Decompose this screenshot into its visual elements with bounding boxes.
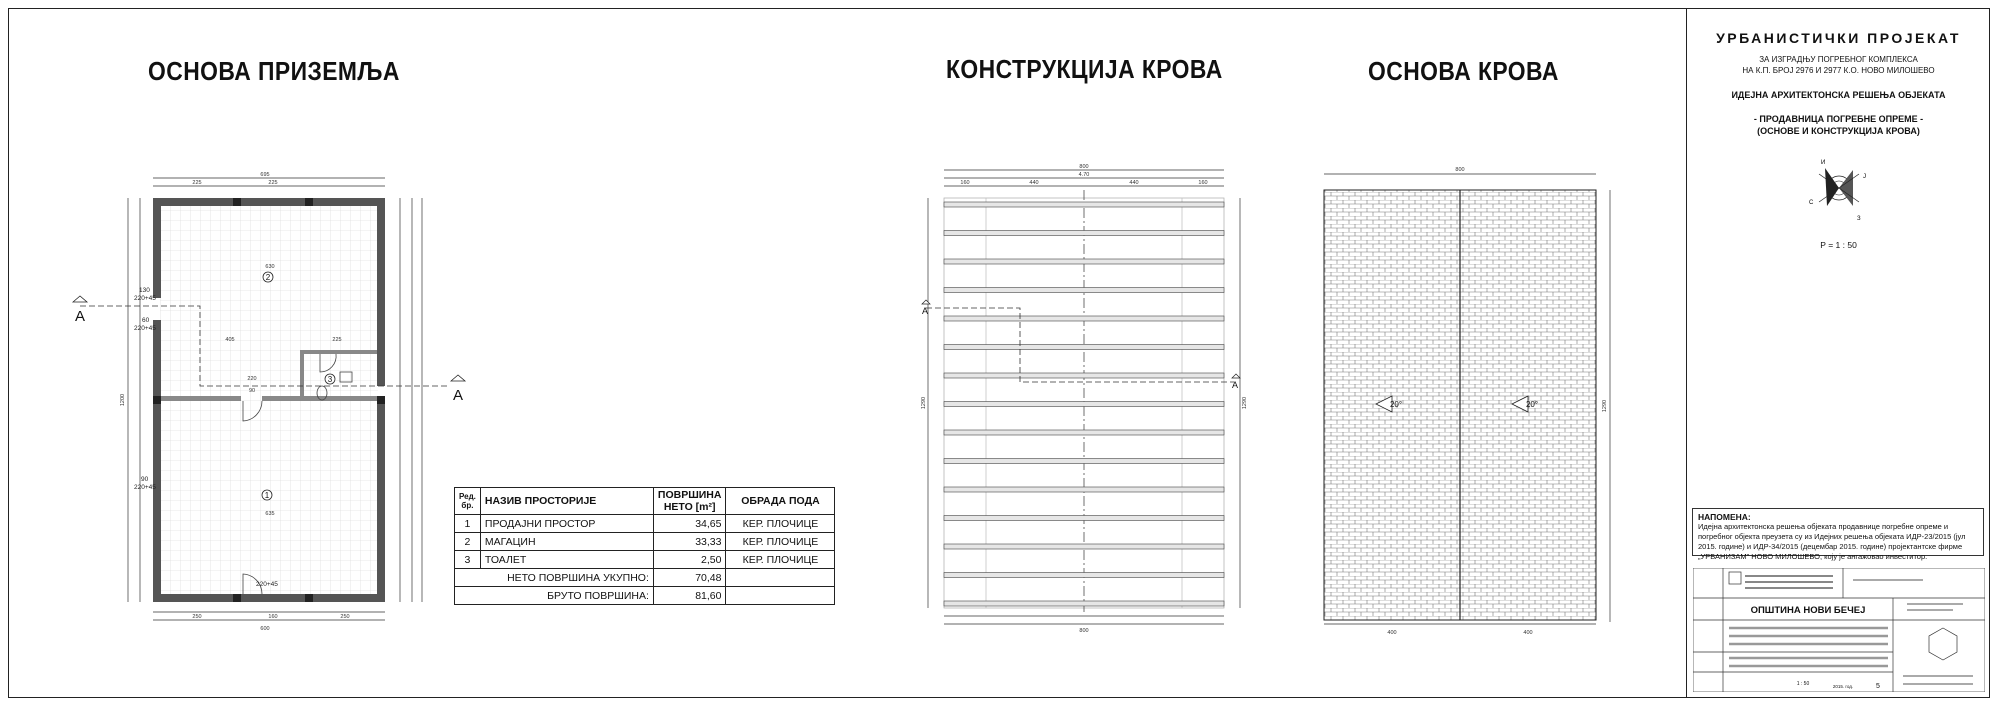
row-no: 3	[455, 551, 481, 569]
rafter	[944, 202, 1224, 207]
dim-wc1: 90	[248, 388, 256, 394]
dim-mid-row: 405	[225, 337, 235, 343]
rafter	[944, 544, 1224, 549]
window1-sub: 220+45	[134, 295, 156, 302]
dim-bottom-right: 250	[340, 614, 350, 620]
rafter	[944, 373, 1224, 378]
rafter	[944, 288, 1224, 293]
title-block	[1686, 8, 1990, 698]
dim-mid-a: 440	[1029, 180, 1039, 186]
roof-construction-title: КОНСТРУКЦИЈА КРОВА	[946, 54, 1223, 84]
rafter	[944, 231, 1224, 236]
dim-wc2: 220	[247, 376, 257, 382]
dim-bottom-left: 250	[192, 614, 202, 620]
col-header-area: ПОВРШИНА НЕТО [m²]	[653, 488, 726, 515]
row-floor: КЕР. ПЛОЧИЦЕ	[726, 533, 835, 551]
dim-left-height: 1200	[120, 393, 126, 407]
col-header-no: Ред. бр.	[455, 488, 481, 515]
dim-height-right: 1290	[1242, 396, 1248, 410]
room-number-3: 3	[327, 375, 333, 384]
col-header-floor: ОБРАДА ПОДА	[726, 488, 835, 515]
section-marker-right: A	[1232, 380, 1239, 390]
table-row	[455, 533, 835, 551]
window1-label: 130	[139, 287, 150, 294]
roof-construction-drawing	[920, 150, 1250, 640]
row-area: 34,65	[653, 515, 726, 533]
roof-plan-title: ОСНОВА КРОВА	[1368, 56, 1559, 86]
compass-e: Ј	[1863, 174, 1866, 180]
dim-mid-b: 440	[1129, 180, 1139, 186]
rafter	[944, 316, 1224, 321]
dim-top-left: 225	[192, 180, 202, 186]
dim-top-mid: 225	[268, 180, 278, 186]
rafter	[944, 345, 1224, 350]
room-number-2: 2	[265, 273, 271, 282]
section-marker-left: A	[75, 308, 86, 325]
note-box	[1692, 508, 1984, 561]
net-total-label: НЕТО ПОВРШИНА УКУПНО:	[480, 569, 653, 587]
subtitle: ИДЕЈНА АРХИТЕКТОНСКА РЕШЕЊА ОБЈЕКАТА	[1731, 90, 1946, 100]
stamp-table	[1693, 568, 1985, 692]
row-no: 2	[455, 533, 481, 551]
rafter	[944, 573, 1224, 578]
ground-plan-title: ОСНОВА ПРИЗЕМЉА	[148, 56, 400, 86]
window2-sub: 220+45	[134, 325, 156, 332]
dim-bottom-left: 400	[1387, 630, 1397, 636]
roof-rafters	[944, 202, 1224, 606]
rafter	[944, 601, 1224, 606]
row-area: 2,50	[653, 551, 726, 569]
project-title: УРБАНИСТИЧКИ ПРОЈЕКАТ	[1716, 30, 1961, 46]
ground-floor-plan	[0, 0, 480, 708]
door-label: 220+45	[256, 581, 278, 588]
room-number-1: 1	[264, 491, 270, 500]
dim-bottom-right: 400	[1523, 630, 1533, 636]
dim-right-part: 160	[1198, 180, 1208, 186]
dim-room2-width: 630	[265, 264, 275, 270]
rafter	[944, 516, 1224, 521]
section-marker-right: A	[453, 387, 464, 404]
row-floor: КЕР. ПЛОЧИЦЕ	[726, 551, 835, 569]
scale-label: Р = 1 : 50	[1820, 240, 1857, 250]
slope-right: 20°	[1525, 400, 1539, 409]
dim-bottom-total: 800	[1079, 628, 1089, 634]
window3-sub: 220+45	[134, 484, 156, 491]
dim-height: 1290	[1602, 399, 1608, 413]
window3-label: 90	[141, 476, 149, 483]
gross-total-value: 81,60	[653, 587, 726, 605]
row-no: 1	[455, 515, 481, 533]
rafter	[944, 487, 1224, 492]
note-text: Идејна архитектонска решења објеката продавнице погребне опреме и погребног објекта преузета су из Идејних решења објеката ИДР-23/2015 (јул 2015. године) и ИДР-34/2015 (децембар 2015. године) пројектантске фирме „УРБАНИЗАМ” НОВО МИЛОШЕВО, коју је ангажовао инвеститор.	[1698, 522, 1966, 561]
dim-height-left: 1290	[921, 396, 927, 410]
compass-n: И	[1821, 160, 1826, 166]
row-area: 33,33	[653, 533, 726, 551]
col-header-name: НАЗИВ ПРОСТОРИЈЕ	[480, 488, 653, 515]
dim-room1-width: 635	[265, 511, 275, 517]
note-heading: НАПОМЕНА:	[1698, 512, 1751, 522]
roof-plan-drawing	[1316, 160, 1616, 650]
dim-total-width: 695	[260, 172, 270, 178]
sheet-name-2: (ОСНОВЕ И КОНСТРУКЦИЈА КРОВА)	[1757, 126, 1920, 136]
rafter	[944, 259, 1224, 264]
sheet-name-1: - ПРОДАВНИЦА ПОГРЕБНЕ ОПРЕМЕ -	[1753, 114, 1924, 124]
sheet-number: 5	[1876, 683, 1880, 690]
dim-top-sub: 4.70	[1078, 172, 1090, 178]
scale-small: 1 : 50	[1796, 681, 1810, 687]
dim-top: 800	[1455, 167, 1465, 173]
project-line2: НА К.П. БРОЈ 2976 И 2977 К.О. НОВО МИЛОШЕВО	[1742, 66, 1935, 75]
window2-label: 60	[142, 317, 150, 324]
row-floor: КЕР. ПЛОЧИЦЕ	[726, 515, 835, 533]
date: 2015. год.	[1832, 684, 1854, 689]
slope-left: 20°	[1389, 400, 1403, 409]
rafter	[944, 402, 1224, 407]
dim-top: 800	[1079, 164, 1089, 170]
compass-w: С	[1809, 200, 1814, 206]
table-row	[455, 515, 835, 533]
row-name: ПРОДАЈНИ ПРОСТОР	[480, 515, 653, 533]
dim-mid-right: 225	[332, 337, 342, 343]
project-line1: ЗА ИЗГРАДЊУ ПОГРЕБНОГ КОМПЛЕКСА	[1759, 55, 1918, 64]
compass-s: З	[1857, 216, 1861, 222]
row-name: МАГАЦИН	[480, 533, 653, 551]
rafter	[944, 430, 1224, 435]
rafter	[944, 459, 1224, 464]
dim-left-part: 160	[960, 180, 970, 186]
section-marker-left: A	[922, 306, 929, 316]
gross-total-label: БРУТО ПОВРШИНА:	[480, 587, 653, 605]
row-name: ТОАЛЕТ	[480, 551, 653, 569]
room-schedule-table	[454, 487, 835, 605]
north-compass-icon	[1803, 148, 1875, 230]
table-row	[455, 551, 835, 569]
municipality: ОПШТИНА НОВИ БЕЧЕЈ	[1750, 605, 1866, 616]
dim-inner-width: 600	[260, 626, 270, 632]
net-total-value: 70,48	[653, 569, 726, 587]
dim-bottom-mid: 160	[268, 614, 278, 620]
